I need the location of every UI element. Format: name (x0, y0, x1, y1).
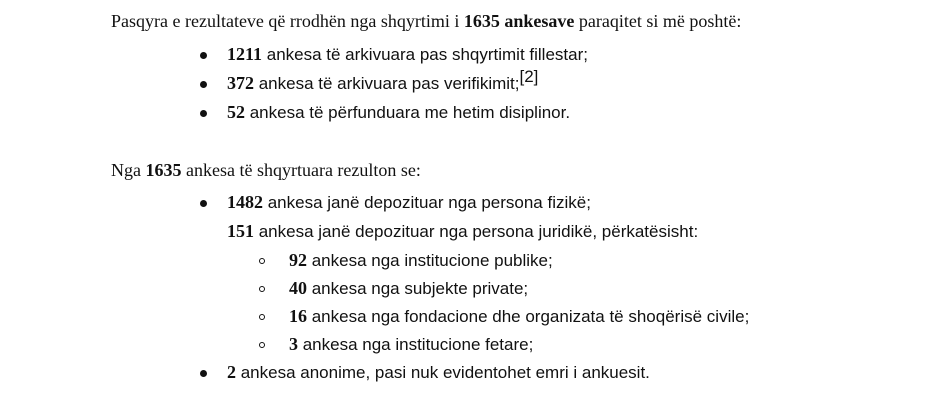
item-text: ankesa të arkivuara pas shqyrtimit fillestar; (262, 45, 588, 64)
intro-text-end: paraqitet si më poshtë: (574, 11, 742, 31)
list-item (0, 218, 749, 359)
item-number: 151 (227, 221, 254, 241)
archive-results-list (0, 41, 588, 128)
circle-bullet-icon (259, 314, 265, 320)
item-text: ankesa nga institucione publike; (307, 251, 553, 270)
item-text: ankesa anonime, pasi nuk evidentohet emri i ankuesit. (236, 363, 650, 382)
bullet-icon (200, 81, 207, 88)
legal-entity-sublist (0, 247, 749, 359)
second-paragraph (111, 157, 421, 184)
list-item (0, 359, 749, 388)
footnote-link[interactable]: [2] (519, 67, 539, 86)
item-number: 1211 (227, 44, 263, 64)
bullet-icon (200, 110, 207, 117)
intro-bold-count: 1635 ankesave (463, 11, 575, 31)
intro2-text-end: ankesa të shqyrtuara rezulton se: (181, 160, 421, 180)
bullet-icon (200, 370, 207, 377)
circle-bullet-icon (259, 286, 265, 292)
sublist-item (0, 247, 749, 275)
intro-text-start: Pasqyra e rezultateve që rrodhën nga shqyrtimi i (111, 11, 464, 31)
item-text: ankesa janë depozituar nga persona fizikë; (263, 193, 591, 212)
item-number: 372 (227, 73, 254, 93)
item-number: 92 (289, 250, 307, 270)
intro2-text-start: Nga (111, 160, 146, 180)
item-number: 1482 (227, 192, 263, 212)
item-number: 3 (289, 334, 298, 354)
item-text: ankesa nga subjekte private; (307, 279, 529, 298)
circle-bullet-icon (259, 342, 265, 348)
item-text: ankesa nga fondacione dhe organizata të shoqërisë civile; (307, 307, 750, 326)
complainant-type-list (0, 189, 749, 388)
sublist-item (0, 303, 749, 331)
intro-paragraph (111, 8, 741, 35)
item-number: 16 (289, 306, 307, 326)
list-item (0, 41, 588, 70)
sublist-item (0, 331, 749, 359)
bullet-icon (200, 200, 207, 207)
item-text: ankesa të arkivuara pas verifikimit; (254, 74, 520, 93)
intro2-bold-count: 1635 (145, 160, 182, 180)
item-text: ankesa janë depozituar nga persona juridikë, përkatësisht: (254, 222, 699, 241)
item-number: 2 (227, 362, 236, 382)
item-text: ankesa të përfunduara me hetim disiplinor. (245, 103, 571, 122)
list-item (0, 99, 588, 128)
item-number: 52 (227, 102, 245, 122)
item-text: ankesa nga institucione fetare; (298, 335, 534, 354)
sublist-item (0, 275, 749, 303)
list-item (0, 189, 749, 218)
bullet-icon (200, 52, 207, 59)
circle-bullet-icon (259, 258, 265, 264)
list-item (0, 67, 588, 99)
item-number: 40 (289, 278, 307, 298)
